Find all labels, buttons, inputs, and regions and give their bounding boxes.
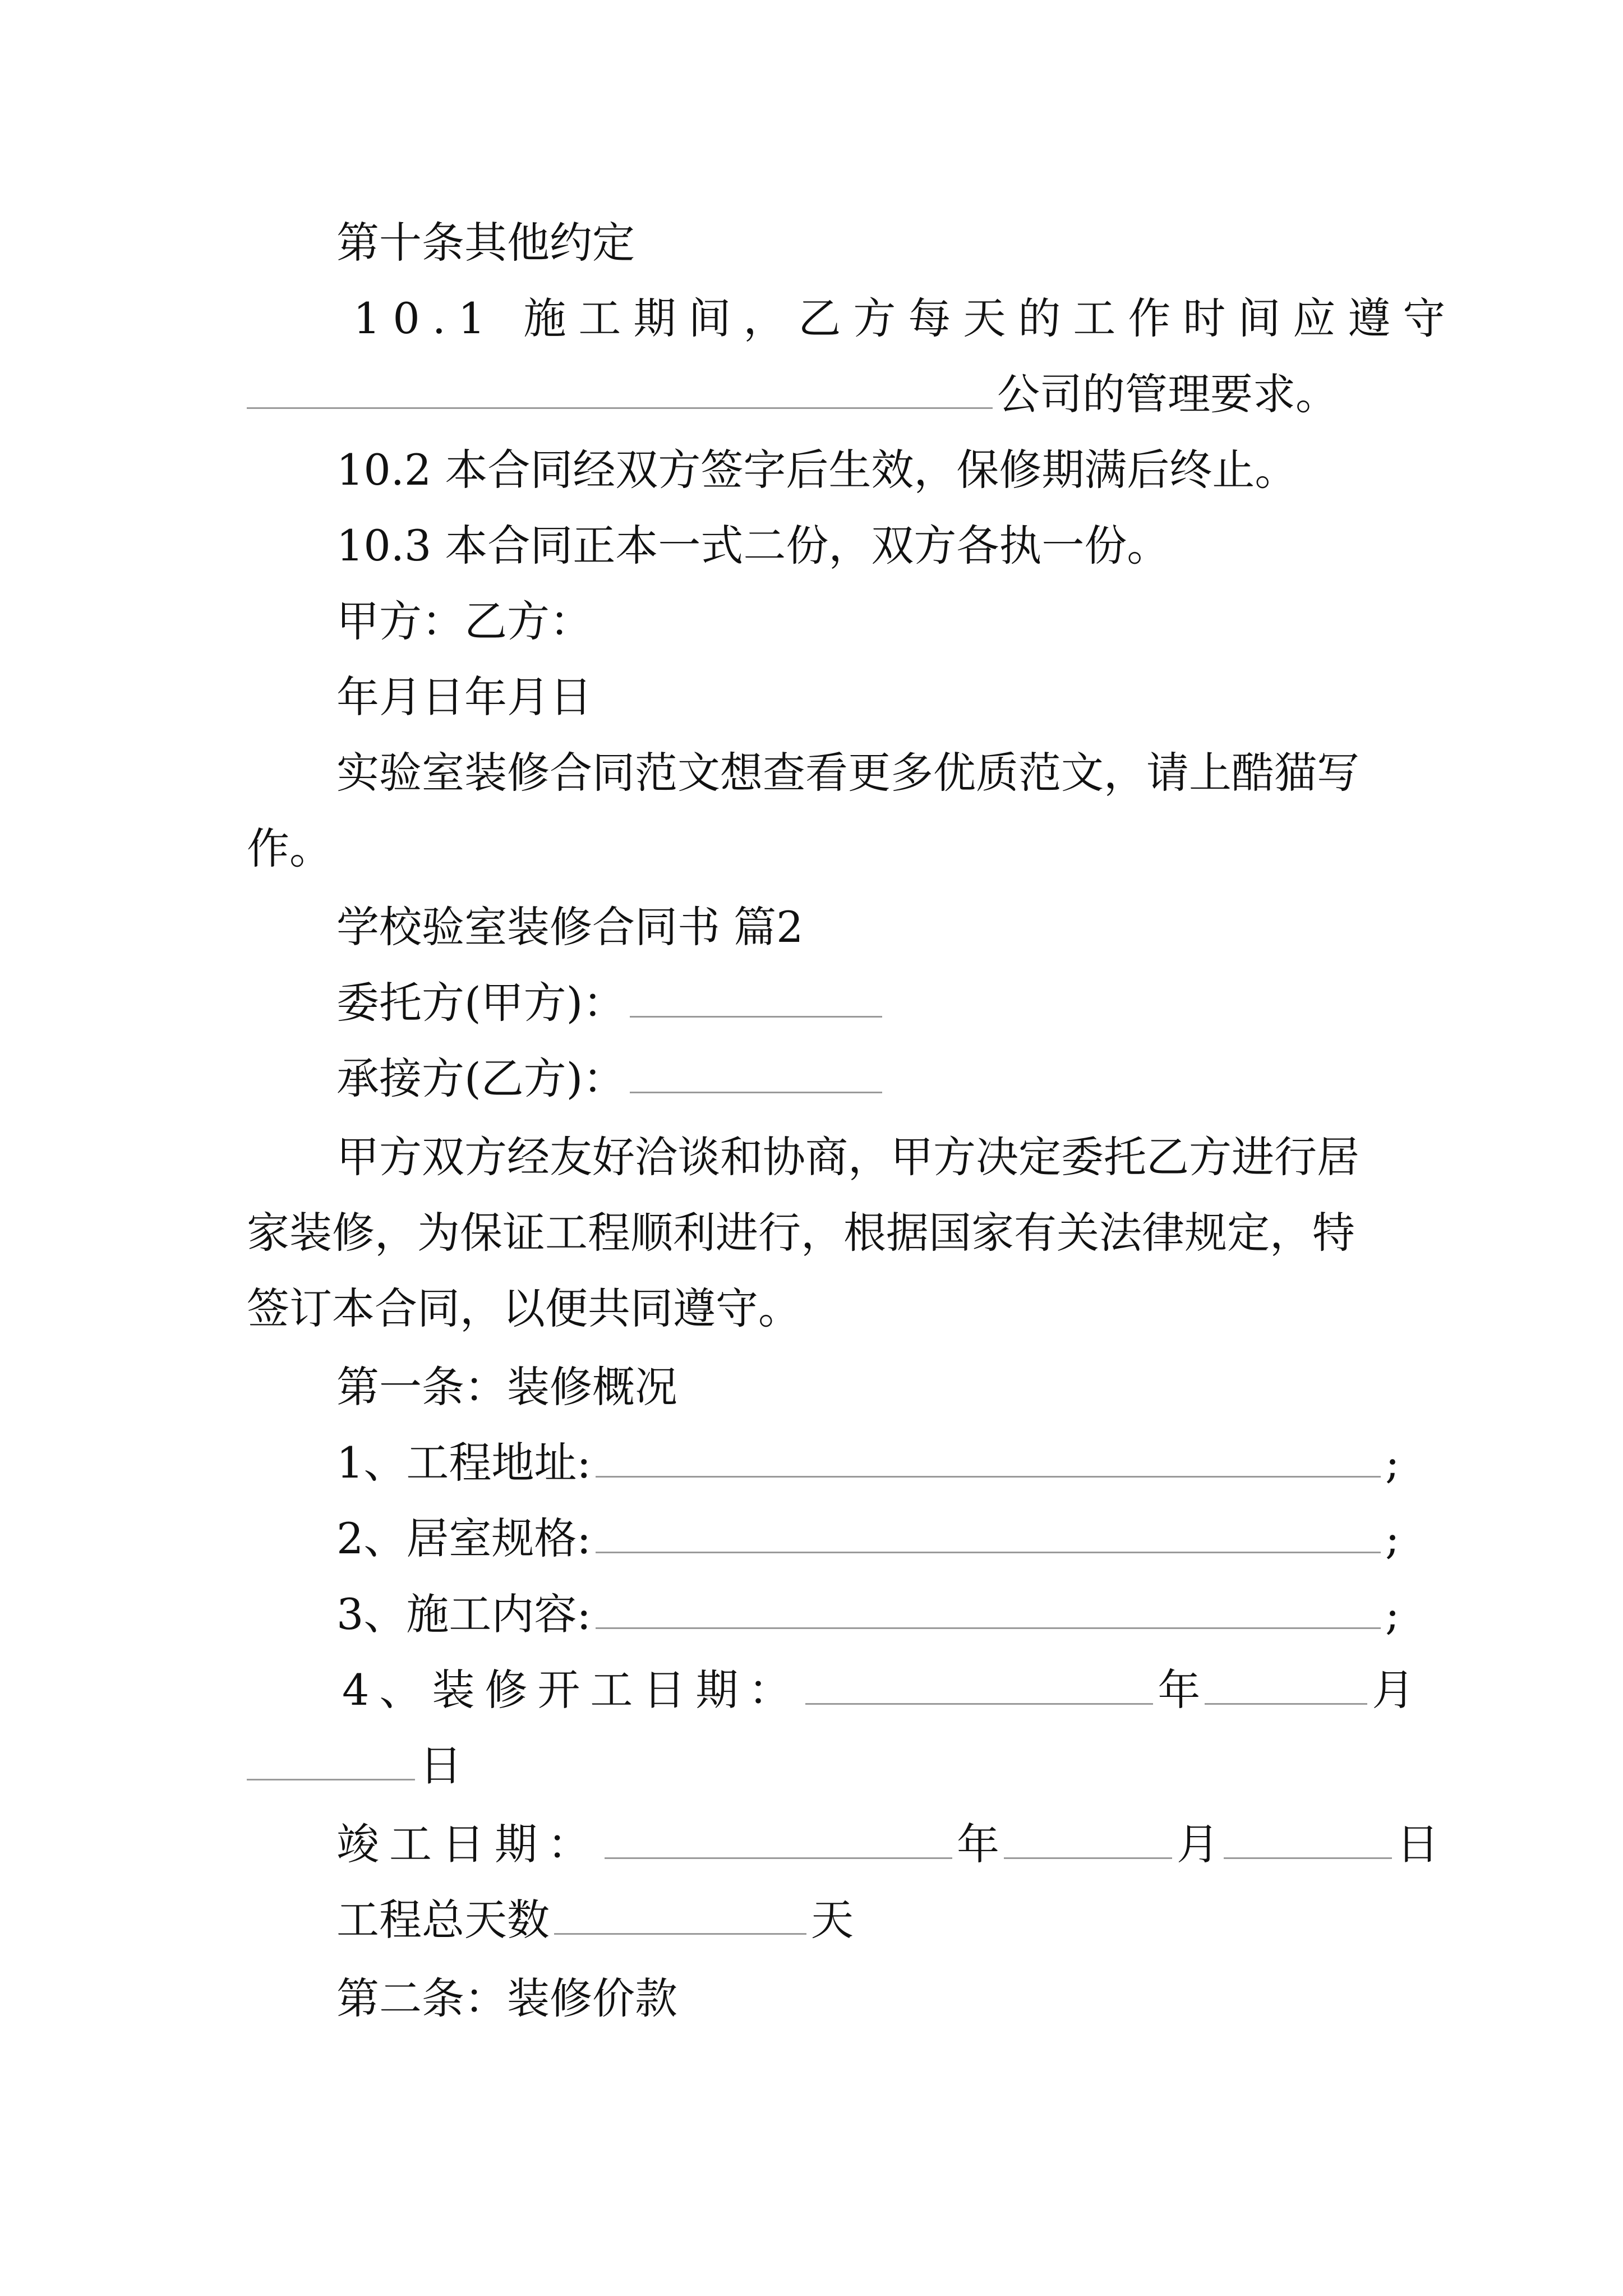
total-days-blank[interactable] — [554, 1888, 806, 1935]
completion-label: 竣工日期： — [336, 1819, 600, 1869]
article-10-title: 第十条其他约定 — [336, 218, 635, 268]
end-year-unit: 年 — [957, 1819, 999, 1869]
contractor-label: 承接方(乙方)： — [336, 1053, 626, 1103]
clause-10-1-text: 10.1 施工期间，乙方每天的工作时间应遵守 — [353, 293, 1458, 343]
clause-10-1-line1 — [353, 280, 1623, 357]
clause-10-2: 10.2 本合同经双方签字后生效，保修期满后终止。 — [336, 445, 1298, 495]
completion-line — [336, 1806, 1623, 1883]
clause-10-1-line2 — [247, 356, 1623, 432]
client-line — [336, 965, 1623, 1041]
days-unit: 天 — [811, 1895, 854, 1945]
end-month-blank[interactable] — [1004, 1812, 1172, 1859]
item-4-line2 — [247, 1728, 1623, 1804]
item-4-line1 — [342, 1652, 1623, 1728]
work-content-blank[interactable] — [596, 1582, 1381, 1629]
project-address-blank[interactable] — [596, 1431, 1381, 1478]
article-1-title: 第一条：装修概况 — [336, 1362, 677, 1412]
client-name-blank[interactable] — [630, 971, 882, 1018]
room-spec-blank[interactable] — [596, 1507, 1381, 1553]
start-day-blank[interactable] — [247, 1734, 415, 1780]
promo-line1: 实验室装修合同范文想查看更多优质范文，请上酷猫写 — [336, 748, 1359, 798]
client-label: 委托方(甲方)： — [336, 978, 626, 1028]
promo-line2: 作。 — [247, 823, 332, 873]
end-day-unit: 日 — [1396, 1819, 1439, 1869]
item-2-line — [336, 1501, 1623, 1577]
end-day-blank[interactable] — [1224, 1812, 1392, 1859]
total-days-line — [336, 1882, 1623, 1958]
intro-line3: 签订本合同，以便共同遵守。 — [247, 1283, 801, 1333]
start-month-blank[interactable] — [1205, 1658, 1367, 1705]
dates-signature-line: 年月日年月日 — [336, 672, 592, 722]
item-1-semicolon: ; — [1385, 1438, 1400, 1488]
contractor-name-blank[interactable] — [630, 1047, 882, 1093]
end-year-blank[interactable] — [605, 1812, 952, 1859]
start-year-unit: 年 — [1158, 1665, 1201, 1715]
start-day-unit: 日 — [419, 1741, 462, 1791]
item-2-semicolon: ; — [1385, 1513, 1400, 1563]
item-3-label: 3、施工内容: — [336, 1589, 591, 1639]
contract-2-title: 学校验室装修合同书 篇2 — [336, 902, 804, 952]
contractor-line — [336, 1041, 1623, 1117]
start-year-blank[interactable] — [805, 1658, 1153, 1705]
parties-signature-line: 甲方：乙方： — [336, 596, 592, 646]
item-4-label: 4、装修开工日期： — [342, 1665, 801, 1715]
item-2-label: 2、居室规格: — [336, 1513, 591, 1563]
item-1-label: 1、工程地址: — [336, 1438, 591, 1488]
intro-line2: 家装修，为保证工程顺利进行，根据国家有关法律规定，特 — [247, 1208, 1355, 1258]
item-3-semicolon: ; — [1385, 1589, 1400, 1639]
end-month-unit: 月 — [1177, 1819, 1219, 1869]
total-days-label: 工程总天数 — [336, 1895, 550, 1945]
company-name-blank[interactable] — [247, 362, 993, 409]
article-2-title: 第二条：装修价款 — [336, 1973, 677, 2023]
clause-10-3: 10.3 本合同正本一式二份，双方各执一份。 — [336, 521, 1170, 570]
item-3-line — [336, 1576, 1623, 1653]
item-1-line — [336, 1425, 1623, 1501]
start-month-unit: 月 — [1372, 1665, 1415, 1715]
intro-line1: 甲方双方经友好洽谈和协商，甲方决定委托乙方进行居 — [336, 1132, 1359, 1182]
clause-10-1-tail: 公司的管理要求。 — [997, 369, 1338, 419]
